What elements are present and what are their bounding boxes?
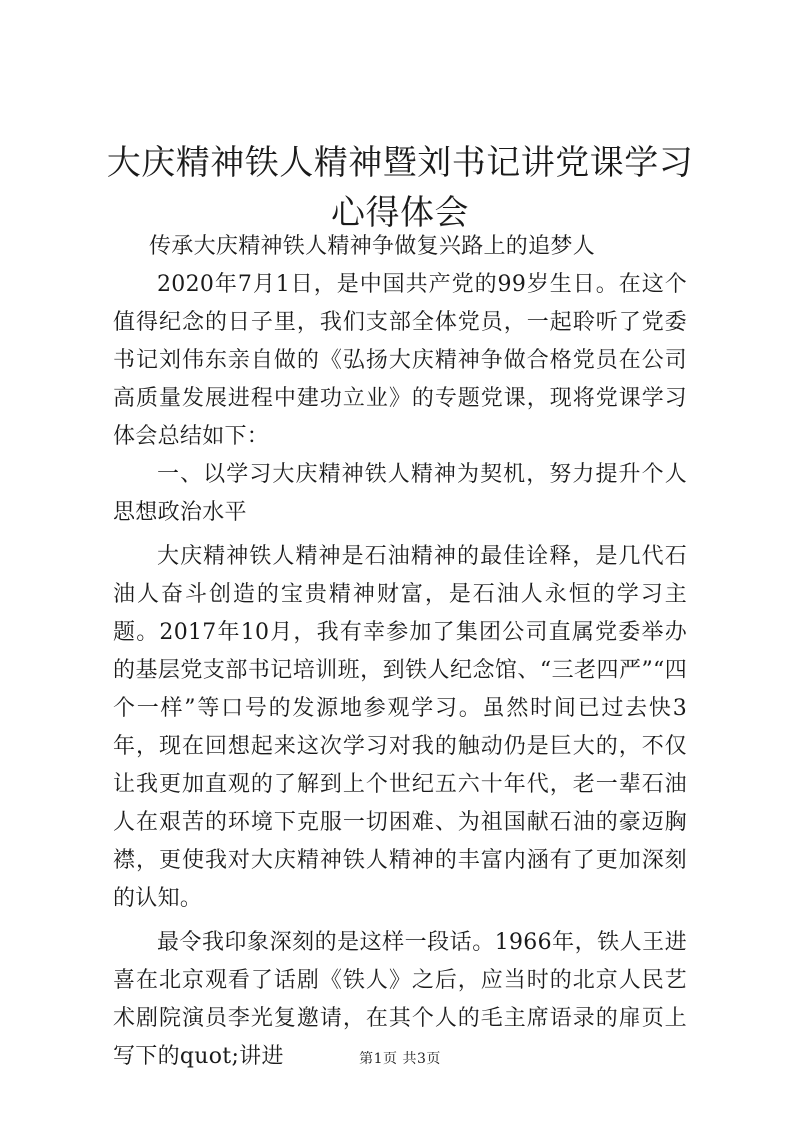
subtitle-paragraph: 传承大庆精神铁人精神争做复兴路上的追梦人 bbox=[149, 234, 596, 259]
body-paragraph: 2020年7月1日，是中国共产党的99岁生日。在这个值得纪念的日子里，我们支部全体党员，一起聆听了党委书记刘伟东亲自做的《弘扬大庆精神争做合格党员在公司高质量发展进程中建功立业》的专题党课，现将党课学习体会总结如下： bbox=[113, 272, 687, 449]
body-paragraph: 大庆精神铁人精神是石油精神的最佳诠释，是几代石油人奋斗创造的宝贵精神财富，是石油人永恒的学习主题。2017年10月，我有幸参加了集团公司直属党委举办的基层党支部书记培训班，到铁人纪念馆、“三老四严”“四个一样”等口号的发源地参观学习。虽然时间已过去快3年，现在回想起来这次学习对我的触动仍是巨大的，不仅让我更加直观的了解到上个世纪五六十年代，老一辈石油人在艰苦的环境下克服一切困难、为祖国献石油的豪迈胸襟，更使我对大庆精神铁人精神的丰富内涵有了更加深刻的认知。 bbox=[113, 544, 687, 911]
page-footer: 第1页 共3页 bbox=[359, 1051, 441, 1067]
section-heading-paragraph: 一、以学习大庆精神铁人精神为契机，努力提升个人思想政治水平 bbox=[113, 462, 687, 525]
body-paragraph: 最令我印象深刻的是这样一段话。1966年，铁人王进喜在北京观看了话剧《铁人》之后，应当时的北京人民艺术剧院演员李光复邀请，在其个人的毛主席语录的扉页上写下的quot;讲进 bbox=[113, 930, 687, 1069]
document-title: 大庆精神铁人精神暨刘书记讲党课学习心得体会 bbox=[106, 143, 694, 233]
document-body bbox=[113, 228, 687, 1076]
